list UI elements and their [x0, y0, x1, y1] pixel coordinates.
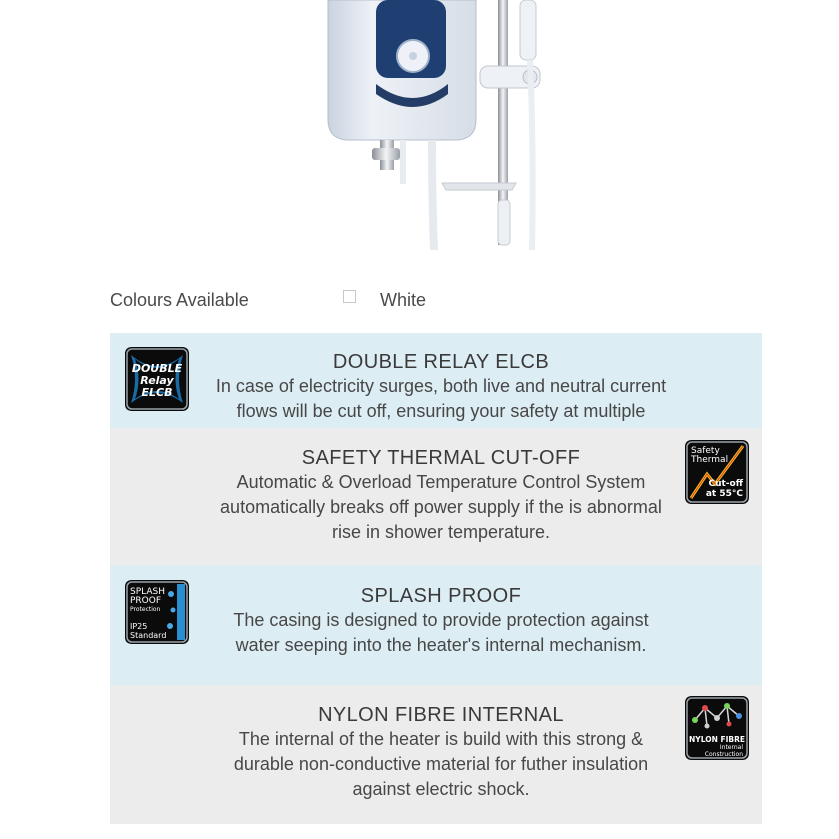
feature-description: Automatic & Overload Temperature Control System automatically breaks off power supply if the is abnormal rise in shower temperature.	[220, 472, 662, 542]
double-relay-elcb-icon	[125, 347, 189, 411]
colours-available-label: Colours Available	[110, 290, 249, 310]
badge-text-thermal: Thermal	[691, 455, 729, 465]
feature-title: SPLASH PROOF	[360, 585, 522, 607]
splash-proof-icon	[125, 580, 189, 644]
colour-option-white: White	[380, 290, 427, 310]
colour-swatch-white[interactable]	[343, 290, 356, 303]
badge-text-relay: Relay	[140, 374, 174, 387]
badge-text-splash: SPLASH	[130, 587, 165, 597]
feature-title: DOUBLE RELAY ELCB	[332, 351, 550, 373]
badge-text-protection: Protection	[130, 606, 161, 613]
feature-title: SAFETY THERMAL CUT-OFF	[301, 447, 581, 469]
feature-title: NYLON FIBRE INTERNAL	[318, 704, 564, 726]
feature-text	[210, 703, 672, 802]
badge-text-construction: Construction	[704, 751, 743, 758]
feature-description: The internal of the heater is build with this strong & durable non-conductive material for futher insulation against electric shock.	[233, 729, 649, 799]
badge-text-double: DOUBLE	[131, 362, 183, 375]
badge-text-cutoff: Cut-off	[708, 479, 743, 489]
badge-text-internal: Internal	[719, 744, 743, 751]
badge-text-proof: PROOF	[130, 596, 162, 606]
feature-text	[210, 446, 672, 545]
nylon-fibre-icon	[685, 696, 749, 760]
badge-text-safety: Safety	[691, 446, 720, 456]
feature-nylon-fibre-internal	[110, 685, 762, 824]
feature-double-relay-elcb	[110, 333, 762, 428]
badge-text-temperature: at 55°C	[705, 489, 743, 499]
feature-text	[210, 584, 672, 658]
feature-description: The casing is designed to provide protection against water seeping into the heater's internal mechanism.	[233, 610, 649, 655]
product-image	[320, 0, 550, 258]
badge-text-elcb: ELCB	[141, 386, 173, 399]
badge-text-ip25: IP25	[130, 622, 148, 631]
colours-available-row	[110, 288, 762, 318]
feature-description: In case of electricity surges, both live and neutral current flows will be cut off, ensuring your safety at multiple	[215, 376, 667, 421]
thermal-cutoff-icon	[685, 440, 749, 504]
badge-text-nylon-fibre: NYLON FIBRE	[688, 735, 746, 744]
badge-text-standard: Standard	[130, 631, 167, 640]
feature-splash-proof	[110, 565, 762, 685]
feature-safety-thermal-cutoff	[110, 428, 762, 565]
